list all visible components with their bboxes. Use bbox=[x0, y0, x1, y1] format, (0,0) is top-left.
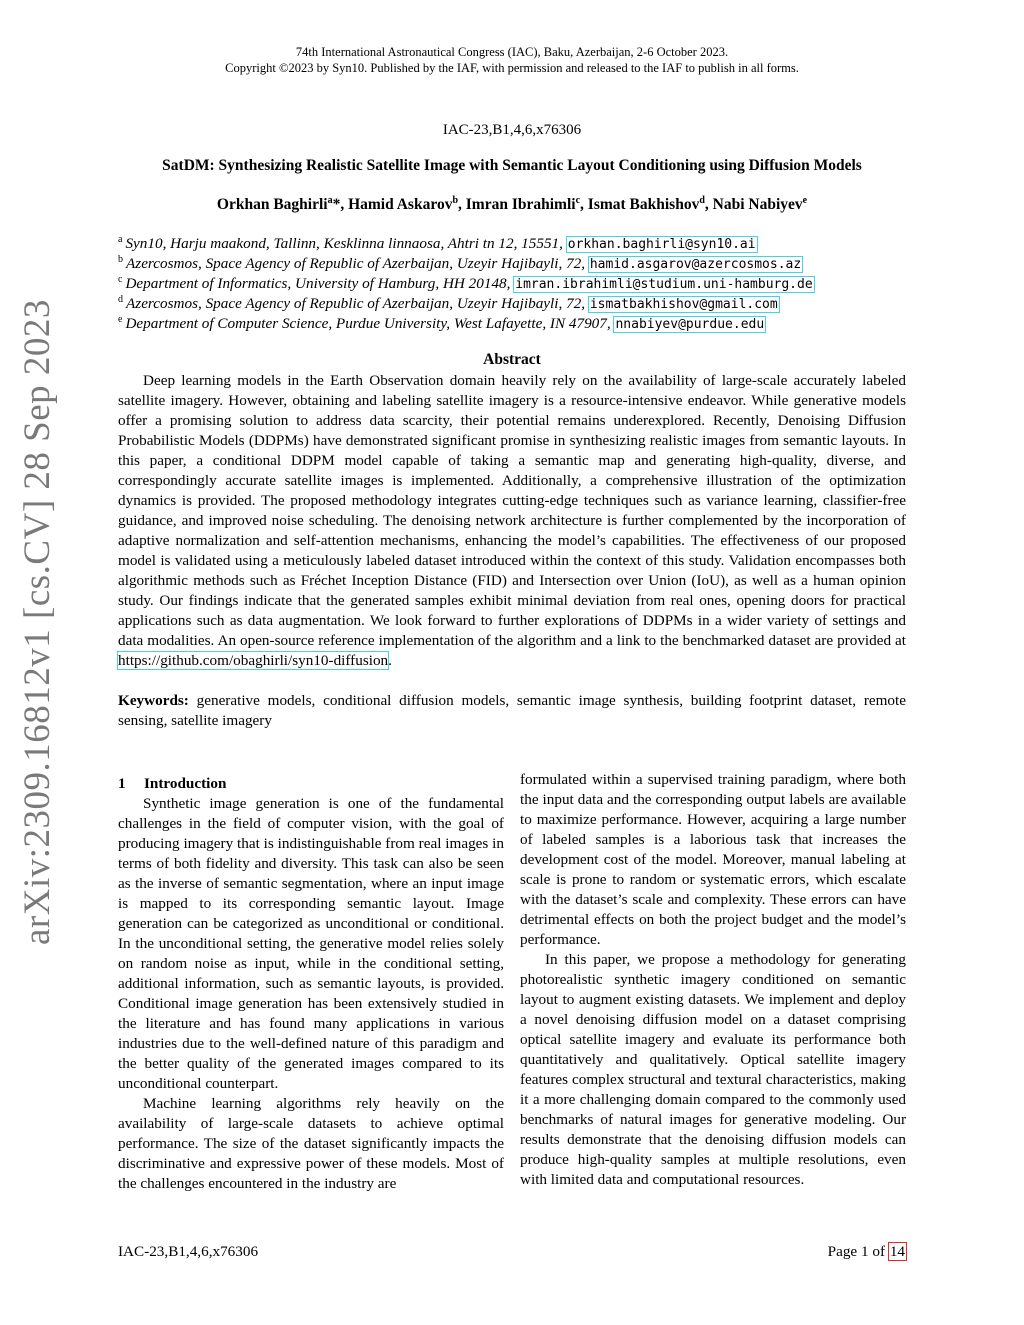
email-link[interactable]: hamid.asgarov@azercosmos.az bbox=[589, 257, 802, 273]
abstract-heading: Abstract bbox=[483, 351, 541, 368]
author-mark: c bbox=[575, 195, 581, 206]
affiliation-text: Syn10, Harju maakond, Tallinn, Kesklinna linnaosa, Ahtri tn 12, 15551, bbox=[125, 235, 567, 253]
section-title: Introduction bbox=[144, 775, 227, 792]
affiliation-text: Department of Informatics, University of Hamburg, HH 20148, bbox=[125, 275, 515, 293]
right-column bbox=[520, 770, 906, 1190]
abstract-body bbox=[118, 371, 906, 671]
affiliation-text: Azercosmos, Space Agency of Republic of Azerbaijan, Uzeyir Hajibayli, 72, bbox=[126, 255, 589, 273]
abstract-text: Deep learning models in the Earth Observation domain heavily rely on the availability of large-scale accurately labeled satellite imagery. However, obtaining and labeling satellite imagery is a resource-intensive endeavor. While generative models offer a promising solution to address data scarcity, their potential remains underexplored. Recently, Denoising Diffusion Probabilistic Models (DDPMs) have demonstrated significant promise in synthesizing realistic images from semantic layouts. In this paper, a conditional DDPM model capable of taking a semantic map and generating high-quality, diverse, and correspondingly accurate satellite images is implemented. Additionally, a comprehensive illustration of the optimization dynamics is provided. The proposed methodology integrates cutting-edge techniques such as variance learning, classifier-free guidance, and improved noise scheduling. The denoising network architecture is further complemented by the incorporation of adaptive normalization and self-attention mechanisms, enhancing the model’s capabilities. The effectiveness of our proposed model is validated using a meticulously labeled dataset introduced within the context of this study. Validation encompasses both algorithmic methods such as Fréchet Inception Distance (FID) and Intersection over Union (IoU), as well as a human opinion study. Our findings indicate that the generated samples exhibit minimal deviation from real ones, opening doors for practical applications such as data augmentation. We look forward to further explorations of DDPMs in a wider variety of settings and data modalities. An open-source reference implementation of the algorithm and a link to the benchmarked dataset are provided at bbox=[118, 372, 906, 649]
email-link[interactable]: orkhan.baghirli@syn10.ai bbox=[567, 237, 756, 253]
author-sep: , bbox=[580, 196, 588, 214]
paragraph: In this paper, we propose a methodology for generating photorealistic synthetic imagery conditioned on semantic layout to augment existing datasets. We implement and deploy a novel denoising diffusion model on a dataset comprising optical satellite imagery and evaluate its performance both quantitatively and qualitatively. Optical satellite imagery features complex structural and textural characteristics, making it a more challenging domain compared to the commonly used benchmarks of natural images for generative modeling. Our results demonstrate that the denoising diffusion models can produce high-quality samples at multiple resolutions, even with limited data and computational resources. bbox=[520, 951, 906, 1188]
total-pages-link[interactable]: 14 bbox=[889, 1243, 905, 1260]
author-mark: e bbox=[802, 195, 808, 206]
paragraph: Synthetic image generation is one of the fundamental challenges in the field of computer vision, with the goal of producing imagery that is indistinguishable from real images in terms of both fidelity and diversity. This task can also be seen as the inverse of semantic segmentation, where an input image is mapped to its corresponding semantic layout. Image generation can be categorized as unconditional or conditional. In the unconditional setting, the generative model relies solely on random noise as input, while in the conditional setting, additional information, such as semantic layouts, is provided. Conditional image generation has been extensively studied in the literature and has found many applications in various industries due to the well-defined nature of this paradigm and the better quality of the generated images compared to its unconditional counterpart. bbox=[118, 795, 504, 1092]
author-mark: b bbox=[452, 195, 459, 206]
copyright-line: Copyright ©2023 by Syn10. Published by the IAF, with permission and released to the IAF to publish in all forms. bbox=[225, 61, 799, 75]
paper-title: SatDM: Synthesizing Realistic Satellite Image with Semantic Layout Conditioning using Diffusion Models bbox=[162, 157, 862, 174]
author-sep: , bbox=[458, 196, 466, 214]
author-name: Hamid Askarov bbox=[348, 196, 453, 214]
author-name: Orkhan Baghirli bbox=[216, 196, 328, 214]
keywords bbox=[118, 691, 906, 731]
paper-id: IAC-23,B1,4,6,x76306 bbox=[442, 122, 582, 138]
affiliation-text: Azercosmos, Space Agency of Republic of Azerbaijan, Uzeyir Hajibayli, 72, bbox=[126, 295, 589, 313]
author-list bbox=[60, 191, 964, 215]
left-column bbox=[118, 774, 504, 1194]
author-name: Imran Ibrahimli bbox=[465, 196, 576, 214]
email-link[interactable]: imran.ibrahimli@studium.uni-hamburg.de bbox=[515, 277, 813, 293]
keywords-label: Keywords: bbox=[118, 692, 189, 709]
author-mark: d bbox=[699, 195, 705, 206]
email-link[interactable]: nnabiyev@purdue.edu bbox=[615, 317, 765, 333]
conference-header: 74th International Astronautical Congress (IAC), Baku, Azerbaijan, 2-6 October 2023. bbox=[295, 45, 729, 59]
author-sep: *, bbox=[332, 196, 349, 214]
page-number bbox=[828, 1243, 906, 1261]
paragraph: Machine learning algorithms rely heavily on the availability of large-scale datasets to achieve optimal performance. The size of the dataset significantly impacts the discriminative and expressive power of these models. Most of the challenges encountered in the industry are bbox=[118, 1095, 504, 1192]
affiliation bbox=[118, 310, 918, 335]
affiliation-mark: e bbox=[118, 314, 123, 325]
affiliation-mark: d bbox=[118, 294, 123, 305]
paragraph: formulated within a supervised training paradigm, where both the input data and the corresponding output labels are available to maximize performance. However, acquiring a large number of labeled samples is a laborious task that increases the development cost of the model. Moreover, manual labeling at scale is prone to random or systematic errors, which escalate with the dataset’s scale and complexity. These errors can have detrimental effects on both the project budget and the model’s performance. bbox=[520, 771, 906, 948]
footer-paper-id: IAC-23,B1,4,6,x76306 bbox=[118, 1243, 259, 1260]
arxiv-stamp: arXiv:2309.16812v1 [cs.CV] 28 Sep 2023 bbox=[17, 299, 58, 945]
repo-link[interactable]: https://github.com/obaghirli/syn10-diffusion bbox=[118, 652, 389, 669]
affiliation-text: Department of Computer Science, Purdue University, West Lafayette, IN 47907, bbox=[125, 315, 615, 333]
affiliation-mark: a bbox=[118, 234, 123, 245]
author-mark: a bbox=[327, 195, 333, 206]
abstract-end: . bbox=[388, 652, 392, 669]
affiliation-mark: b bbox=[118, 254, 123, 265]
author-name: Nabi Nabiyev bbox=[712, 196, 803, 214]
section-heading bbox=[118, 774, 504, 794]
email-link[interactable]: ismatbakhishov@gmail.com bbox=[589, 297, 778, 313]
section-number: 1 bbox=[118, 775, 126, 792]
author-name: Ismat Bakhishov bbox=[587, 196, 700, 214]
author-sep: , bbox=[704, 196, 713, 214]
affiliation-mark: c bbox=[118, 274, 123, 285]
page-label: Page 1 of bbox=[827, 1243, 889, 1260]
keywords-text: generative models, conditional diffusion models, semantic image synthesis, building footprint dataset, remote sensing, satellite imagery bbox=[118, 692, 906, 729]
